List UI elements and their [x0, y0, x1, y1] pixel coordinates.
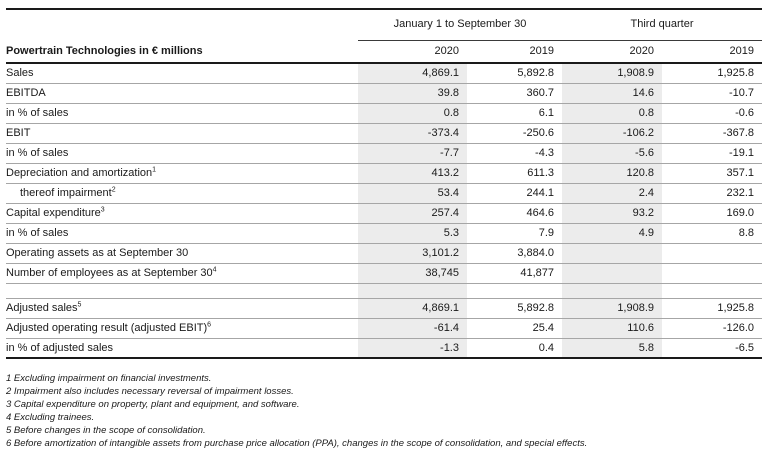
cell-value [562, 283, 662, 298]
cell-value: 169.0 [662, 203, 762, 223]
cell-value: 4.9 [562, 223, 662, 243]
footnote-reference: 5 [77, 301, 82, 309]
cell-value: 232.1 [662, 183, 762, 203]
footnote-reference: 1 [152, 166, 157, 174]
cell-value: -250.6 [467, 123, 562, 143]
table-row [6, 163, 762, 183]
cell-value: 3,884.0 [467, 243, 562, 263]
powertrain-financials-table [6, 8, 762, 359]
table-title: Powertrain Technologies in € millions [6, 40, 358, 63]
cell-value: 6.1 [467, 103, 562, 123]
row-label: in % of sales [6, 103, 358, 123]
row-label: Number of employees as at September $30^4$ [6, 263, 358, 283]
cell-value: 1,908.9 [562, 298, 662, 318]
spacer-row [6, 283, 762, 298]
cell-value: -0.6 [662, 103, 762, 123]
footnote-line: 5 Before changes in the scope of consolidation. [6, 425, 206, 436]
cell-value: 0.8 [358, 103, 467, 123]
cell-value: -1.3 [358, 338, 467, 358]
row-label [6, 283, 358, 298]
cell-value: -7.7 [358, 143, 467, 163]
cell-value: 4,869.1 [358, 63, 467, 83]
table-row [6, 203, 762, 223]
column-group-spacer-cell [6, 9, 358, 40]
footnote-reference: 6 [207, 321, 212, 329]
row-label: Adjusted operating result (adjusted EBIT)$^6$ [6, 318, 358, 338]
row-label: Adjusted sales$^5$ [6, 298, 358, 318]
cell-value: 257.4 [358, 203, 467, 223]
column-group-header-row [6, 9, 762, 40]
table-row [6, 63, 762, 83]
table-row [6, 103, 762, 123]
footnote-reference: 2 [111, 186, 116, 194]
cell-value [358, 283, 467, 298]
cell-value: -367.8 [662, 123, 762, 143]
cell-value [562, 243, 662, 263]
cell-value: 120.8 [562, 163, 662, 183]
cell-value: -373.4 [358, 123, 467, 143]
row-label: thereof impairment$^2$ [6, 183, 358, 203]
cell-value: 8.8 [662, 223, 762, 243]
footnote-line: 4 Excluding trainees. [6, 412, 95, 423]
table-row [6, 223, 762, 243]
footnote-line: 2 Impairment also includes necessary reversal of impairment losses. [6, 386, 294, 397]
cell-value: 39.8 [358, 83, 467, 103]
cell-value: -5.6 [562, 143, 662, 163]
footnote-line: 6 Before amortization of intangible assets from purchase price allocation (PPA), changes in the scope of consolidation, and special effects. [6, 438, 588, 449]
table-body [6, 63, 762, 358]
cell-value: -6.5 [662, 338, 762, 358]
table-row [6, 83, 762, 103]
cell-value: 1,925.8 [662, 63, 762, 83]
footnote-line: 1 Excluding impairment on financial investments. [6, 373, 212, 384]
cell-value: -106.2 [562, 123, 662, 143]
cell-value: 357.1 [662, 163, 762, 183]
cell-value: 244.1 [467, 183, 562, 203]
cell-value: -4.3 [467, 143, 562, 163]
cell-value: 25.4 [467, 318, 562, 338]
year-header-ytd-2019: 2019 [467, 40, 562, 63]
cell-value: -61.4 [358, 318, 467, 338]
column-group-jan-to-sep: January 1 to September 30 [358, 9, 562, 40]
row-label: Operating assets as at September 30 [6, 243, 358, 263]
footnotes-block [6, 372, 762, 450]
cell-value: 360.7 [467, 83, 562, 103]
cell-value: 93.2 [562, 203, 662, 223]
cell-value: -10.7 [662, 83, 762, 103]
cell-value: 2.4 [562, 183, 662, 203]
cell-value: 1,925.8 [662, 298, 762, 318]
cell-value: 7.9 [467, 223, 562, 243]
table-row [6, 243, 762, 263]
cell-value [662, 283, 762, 298]
row-label: in % of sales [6, 143, 358, 163]
table-row [6, 338, 762, 358]
table-row [6, 318, 762, 338]
row-label: in % of sales [6, 223, 358, 243]
cell-value: -19.1 [662, 143, 762, 163]
column-group-third-quarter: Third quarter [562, 9, 762, 40]
cell-value: 38,745 [358, 263, 467, 283]
cell-value: 611.3 [467, 163, 562, 183]
year-header-row [6, 40, 762, 63]
cell-value [467, 283, 562, 298]
cell-value: 464.6 [467, 203, 562, 223]
cell-value: 5.3 [358, 223, 467, 243]
table-row [6, 298, 762, 318]
cell-value: 5,892.8 [467, 298, 562, 318]
cell-value: 110.6 [562, 318, 662, 338]
row-label: EBIT [6, 123, 358, 143]
year-header-q3-2019: 2019 [662, 40, 762, 63]
row-label: Depreciation and amortization$^1$ [6, 163, 358, 183]
cell-value: 4,869.1 [358, 298, 467, 318]
cell-value: 5.8 [562, 338, 662, 358]
row-label: Sales [6, 63, 358, 83]
table-row [6, 143, 762, 163]
table-row [6, 123, 762, 143]
year-header-q3-2020: 2020 [562, 40, 662, 63]
cell-value: 0.8 [562, 103, 662, 123]
cell-value: 14.6 [562, 83, 662, 103]
table-row [6, 263, 762, 283]
row-label: Capital expenditure$^3$ [6, 203, 358, 223]
cell-value [662, 263, 762, 283]
footnote-reference: 4 [212, 266, 217, 274]
cell-value: 41,877 [467, 263, 562, 283]
cell-value: 3,101.2 [358, 243, 467, 263]
cell-value: 0.4 [467, 338, 562, 358]
cell-value: 413.2 [358, 163, 467, 183]
row-label: EBITDA [6, 83, 358, 103]
year-header-ytd-2020: 2020 [358, 40, 467, 63]
footnote-line: 3 Capital expenditure on property, plant and equipment, and software. [6, 399, 300, 410]
cell-value: 5,892.8 [467, 63, 562, 83]
footnote-reference: 3 [100, 206, 105, 214]
table-row [6, 183, 762, 203]
cell-value [562, 263, 662, 283]
cell-value [662, 243, 762, 263]
cell-value: 53.4 [358, 183, 467, 203]
cell-value: -126.0 [662, 318, 762, 338]
row-label: in % of adjusted sales [6, 338, 358, 358]
cell-value: 1,908.9 [562, 63, 662, 83]
